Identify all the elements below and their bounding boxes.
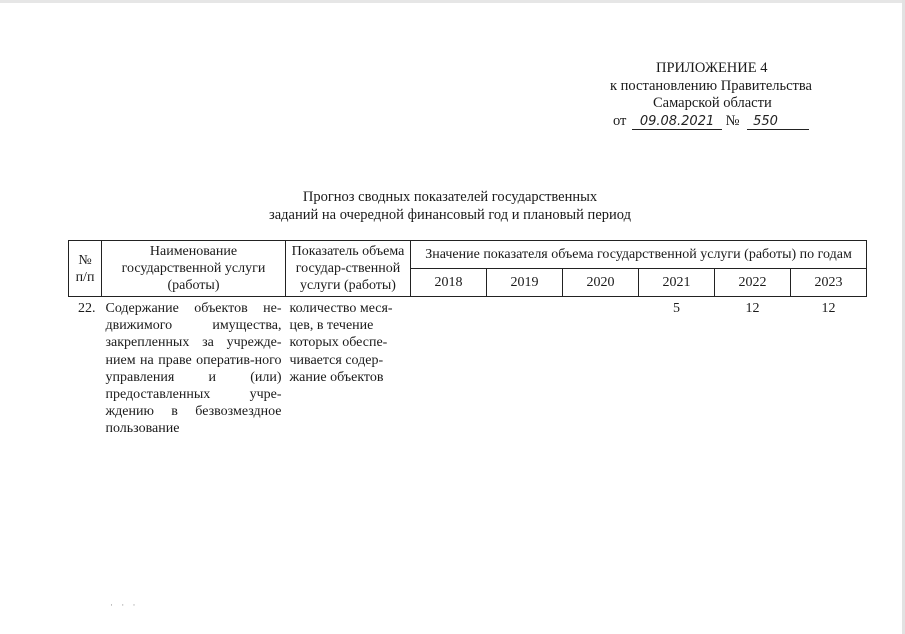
row-value-2023: 12: [821, 301, 836, 316]
row-value-2022: 12: [745, 301, 760, 316]
appendix-date-line: [600, 113, 840, 131]
handwritten-date: 09.08.2021: [632, 115, 722, 130]
row-indicator: количество меся-цев, в течение которых обеспе-чивается содер-жание объектов: [289, 301, 393, 385]
header-indicator: Показатель объема государ-ственной услуги (работы): [286, 241, 411, 297]
scan-specks: · · ·: [110, 600, 139, 610]
header-year: 2022: [715, 269, 791, 297]
page-top-edge: [0, 0, 905, 3]
row-value-2018: [411, 297, 487, 438]
header-year: 2023: [791, 269, 867, 297]
indicators-table: [68, 240, 867, 438]
document-title: [240, 188, 660, 224]
header-number: № п/п: [69, 241, 102, 297]
row-value-2019: [487, 297, 563, 438]
row-value-2021: 5: [673, 301, 680, 316]
header-year: 2020: [563, 269, 639, 297]
appendix-line-region: Самарской области: [653, 95, 772, 111]
handwritten-number: 550: [747, 115, 809, 130]
table-header-row: [69, 241, 867, 269]
header-year: 2018: [411, 269, 487, 297]
document-title-line-1: Прогноз сводных показателей государственных: [302, 189, 598, 205]
header-values-group: Значение показателя объема государственной услуги (работы) по годам: [411, 241, 867, 269]
row-value-2020: [563, 297, 639, 438]
row-number: 22.: [78, 301, 96, 316]
row-service-name: Содержание объектов не-движимого имущества, закрепленных за учрежде-нием на праве оператив-ного управления и (или) предоставленных учре-ждению в безвозмездное пользование: [105, 301, 282, 437]
number-prefix: №: [725, 112, 740, 129]
appendix-title: ПРИЛОЖЕНИЕ 4: [656, 60, 768, 76]
appendix-header: [600, 60, 840, 130]
appendix-line-resolution: к постановлению Правительства: [610, 77, 812, 94]
header-year: 2019: [487, 269, 563, 297]
header-service-name: Наименование государственной услуги (работы): [102, 241, 286, 297]
table-row: [69, 297, 867, 438]
date-prefix: от: [613, 112, 627, 129]
header-year: 2021: [639, 269, 715, 297]
document-title-line-2: заданий на очередной финансовый год и плановый период: [269, 207, 631, 223]
